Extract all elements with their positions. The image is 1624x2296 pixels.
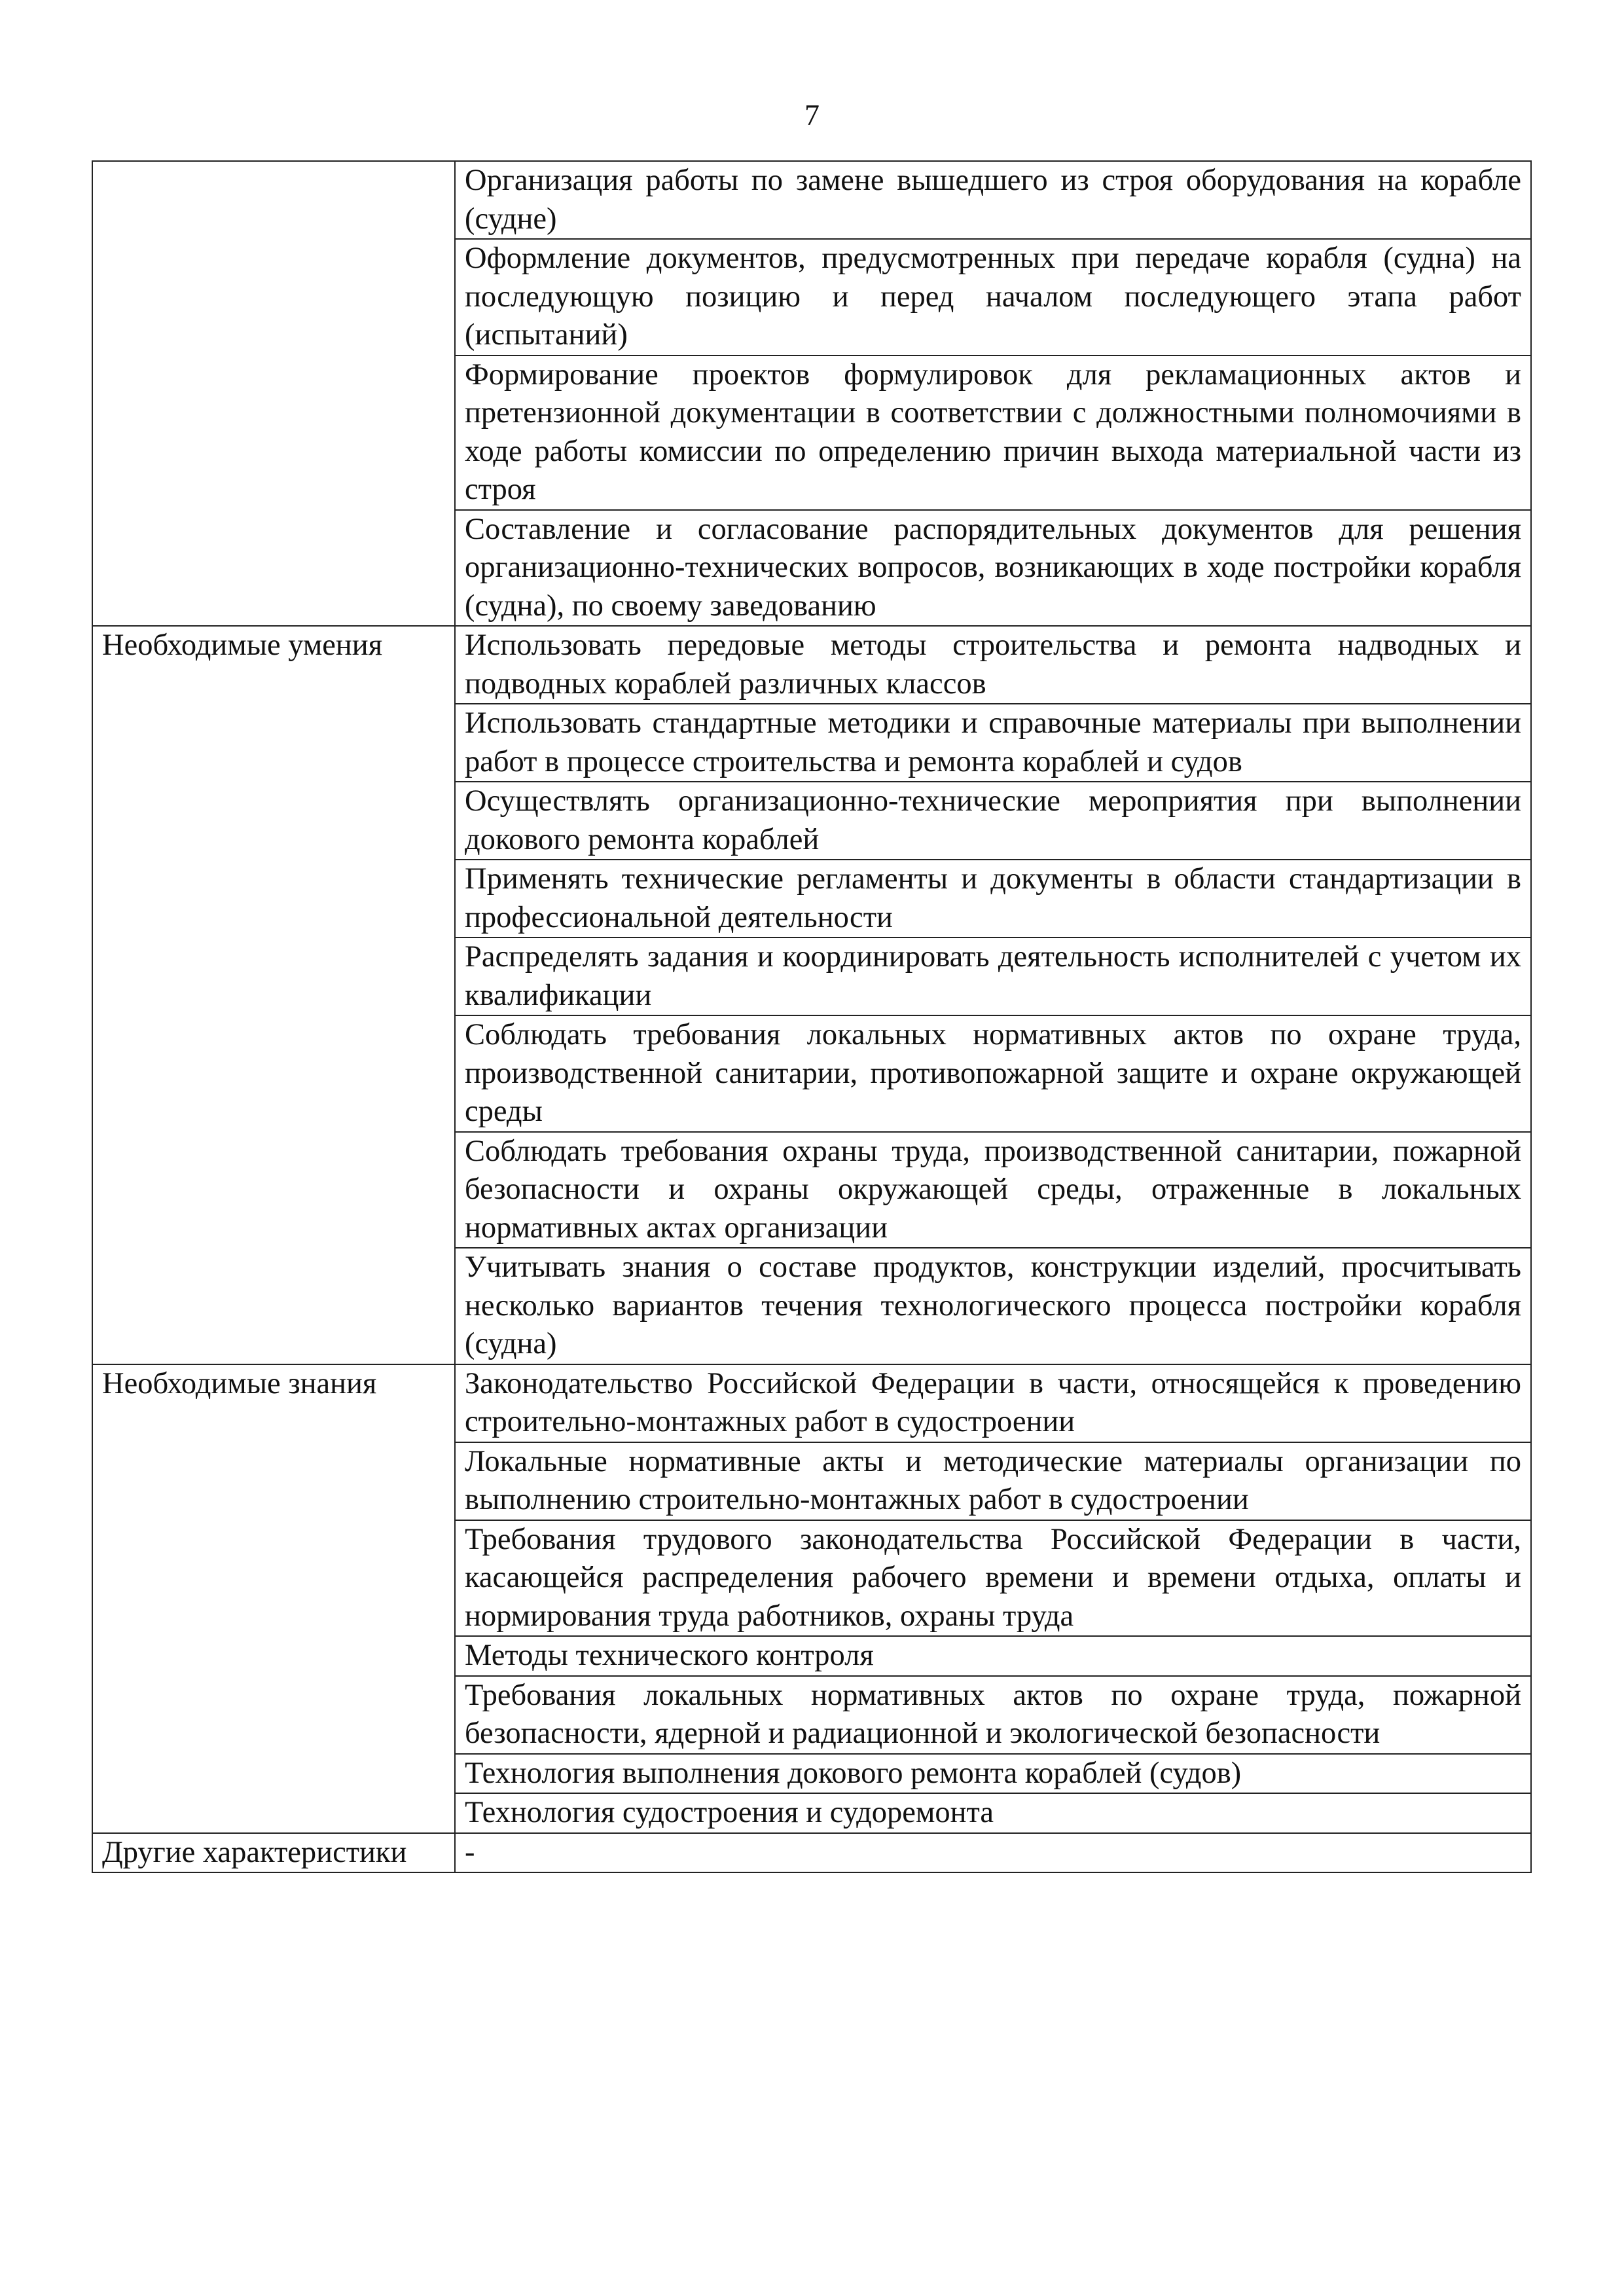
section-label-other: Другие характеристики: [92, 1833, 455, 1873]
table-cell: -: [455, 1833, 1531, 1873]
table-cell: Оформление документов, предусмотренных при передаче корабля (судна) на последующую позицию и перед началом последующего этапа работ (испытаний): [455, 239, 1531, 355]
table-row: [92, 626, 1531, 704]
table-cell: Применять технические регламенты и документы в области стандартизации в профессиональной деятельности: [455, 860, 1531, 938]
table-row: [92, 1833, 1531, 1873]
table-cell: Методы технического контроля: [455, 1636, 1531, 1676]
page-number: 7: [804, 98, 820, 132]
table-row: [92, 161, 1531, 239]
table-cell: Локальные нормативные акты и методические материалы организации по выполнению строительно-монтажных работ в судостроении: [455, 1442, 1531, 1520]
table-cell: Использовать стандартные методики и справочные материалы при выполнении работ в процессе строительства и ремонта кораблей и судов: [455, 704, 1531, 782]
table-cell: Составление и согласование распорядительных документов для решения организационно-технических вопросов, возникающих в ходе постройки корабля (судна), по своему заведованию: [455, 510, 1531, 627]
table-cell: Организация работы по замене вышедшего из строя оборудования на корабле (судне): [455, 161, 1531, 239]
table-cell: Формирование проектов формулировок для рекламационных актов и претензионной документации в соответствии с должностными полномочиями в ходе работы комиссии по определению причин выхода материальной части из строя: [455, 355, 1531, 510]
table-cell: Технология судостроения и судоремонта: [455, 1793, 1531, 1833]
table-row: [92, 1364, 1531, 1442]
table-cell: Распределять задания и координировать деятельность исполнителей с учетом их квалификации: [455, 938, 1531, 1015]
table-cell: Учитывать знания о составе продуктов, конструкции изделий, просчитывать несколько вариантов течения технологического процесса постройки корабля (судна): [455, 1248, 1531, 1364]
section-label-skills: Необходимые умения: [92, 626, 455, 1364]
table-cell: Законодательство Российской Федерации в части, относящейся к проведению строительно-монтажных работ в судостроении: [455, 1364, 1531, 1442]
section-label-continuation: [92, 161, 455, 626]
section-label-knowledge: Необходимые знания: [92, 1364, 455, 1833]
requirements-table: [92, 160, 1532, 1873]
table-cell: Требования локальных нормативных актов по охране труда, пожарной безопасности, ядерной и радиационной и экологической безопасности: [455, 1676, 1531, 1754]
table-cell: Использовать передовые методы строительства и ремонта надводных и подводных кораблей различных классов: [455, 626, 1531, 704]
table-cell: Соблюдать требования локальных нормативных актов по охране труда, производственной санитарии, противопожарной защите и охране окружающей среды: [455, 1015, 1531, 1132]
table-cell: Технология выполнения докового ремонта кораблей (судов): [455, 1754, 1531, 1794]
table-cell: Требования трудового законодательства Российской Федерации в части, касающейся распределения рабочего времени и времени отдыха, оплаты и нормирования труда работников, охраны труда: [455, 1520, 1531, 1637]
table-cell: Соблюдать требования охраны труда, производственной санитарии, пожарной безопасности и охраны окружающей среды, отраженные в локальных нормативных актах организации: [455, 1132, 1531, 1248]
table-cell: Осуществлять организационно-технические мероприятия при выполнении докового ремонта кораблей: [455, 782, 1531, 860]
